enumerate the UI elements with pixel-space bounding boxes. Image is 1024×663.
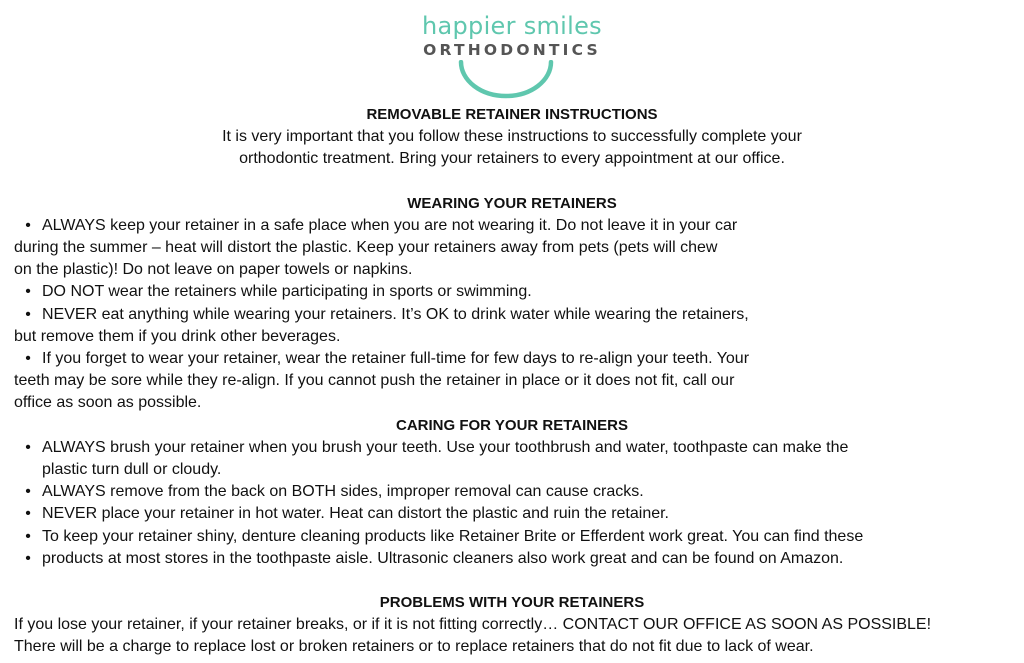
wearing-item-2-line-1 <box>14 281 1010 303</box>
item-text: ALWAYS remove from the back on BOTH sides, improper removal can cause cracks. <box>42 483 644 501</box>
bullet: • <box>25 283 31 301</box>
item-text: If you forget to wear your retainer, wear the retainer full-time for few days to re-align your teeth. Your <box>42 350 750 368</box>
smile-arc-path <box>461 62 551 96</box>
spacer <box>14 570 1010 592</box>
wearing-item-3-line-1 <box>14 304 1010 326</box>
item-text: ALWAYS brush your retainer when you brush your teeth. Use your toothbrush and water, toothpaste can make the <box>42 438 849 456</box>
wearing-item <box>14 348 1010 415</box>
caring-item <box>14 548 1010 570</box>
item-text: products at most stores in the toothpaste aisle. Ultrasonic cleaners also work great and can be found on Amazon. <box>42 549 844 567</box>
caring-item <box>14 481 1010 503</box>
bullet: • <box>25 549 31 567</box>
item-text: ALWAYS keep your retainer in a safe place when you are not wearing it. Do not leave it in your car <box>42 216 738 234</box>
wearing-item-4-line-3: office as soon as possible. <box>14 394 202 412</box>
bullet: • <box>25 483 31 501</box>
bullet: • <box>25 527 31 545</box>
bullet: • <box>25 438 31 456</box>
document-body <box>14 104 1010 659</box>
wearing-item-1-line-1 <box>14 215 1010 237</box>
caring-item <box>14 526 1010 548</box>
item-text: NEVER place your retainer in hot water. Heat can distort the plastic and ruin the retainer. <box>42 505 669 523</box>
wearing-item-4-line-2: teeth may be sore while they re-align. If you cannot push the retainer in place or it does not fit, call our <box>14 372 735 390</box>
caring-item-1-line-2: plastic turn dull or cloudy. <box>42 461 222 479</box>
bullet: • <box>25 350 31 368</box>
wearing-item-1-line-3: on the plastic)! Do not leave on paper towels or napkins. <box>14 261 413 279</box>
logo <box>0 12 1024 59</box>
bullet: • <box>25 216 31 234</box>
item-text: DO NOT wear the retainers while participating in sports or swimming. <box>42 283 532 301</box>
item-text: To keep your retainer shiny, denture cleaning products like Retainer Brite or Efferdent work great. You can find these <box>42 527 864 545</box>
spacer <box>14 171 1010 193</box>
problems-line-2: There will be a charge to replace lost or broken retainers or to replace retainers that do not fit due to lack of wear. <box>14 638 814 656</box>
document-title: REMOVABLE RETAINER INSTRUCTIONS <box>366 106 658 123</box>
smile-arc-icon <box>454 60 558 100</box>
caring-item <box>14 503 1010 525</box>
logo-name-text: ORTHODONTICS <box>423 41 601 59</box>
wearing-item-1-line-2: during the summer – heat will distort the plastic. Keep your retainers away from pets (pets will chew <box>14 239 718 257</box>
caring-heading: CARING FOR YOUR RETAINERS <box>396 416 628 434</box>
wearing-item-3-line-2: but remove them if you drink other beverages. <box>14 327 341 345</box>
problems-heading: PROBLEMS WITH YOUR RETAINERS <box>379 594 645 612</box>
caring-item <box>14 437 1010 459</box>
problems-line-1: If you lose your retainer, if your retainer breaks, or if it is not fitting correctly… CONTACT OUR OFFICE AS SOON AS POSSIBLE! <box>14 616 932 634</box>
intro-line-2: orthodontic treatment. Bring your retainers to every appointment at our office. <box>239 150 785 168</box>
wearing-item <box>14 281 1010 303</box>
bullet: • <box>25 505 31 523</box>
intro-line-1: It is very important that you follow these instructions to successfully complete your <box>222 128 802 146</box>
bullet: • <box>25 305 31 323</box>
wearing-item <box>14 215 1010 282</box>
wearing-item <box>14 304 1010 348</box>
wearing-heading: WEARING YOUR RETAINERS <box>407 194 617 212</box>
logo-script-text: happier smiles <box>421 12 602 40</box>
item-text: NEVER eat anything while wearing your retainers. It’s OK to drink water while wearing the retainers, <box>42 305 749 323</box>
wearing-item-4-line-1 <box>14 348 1010 370</box>
